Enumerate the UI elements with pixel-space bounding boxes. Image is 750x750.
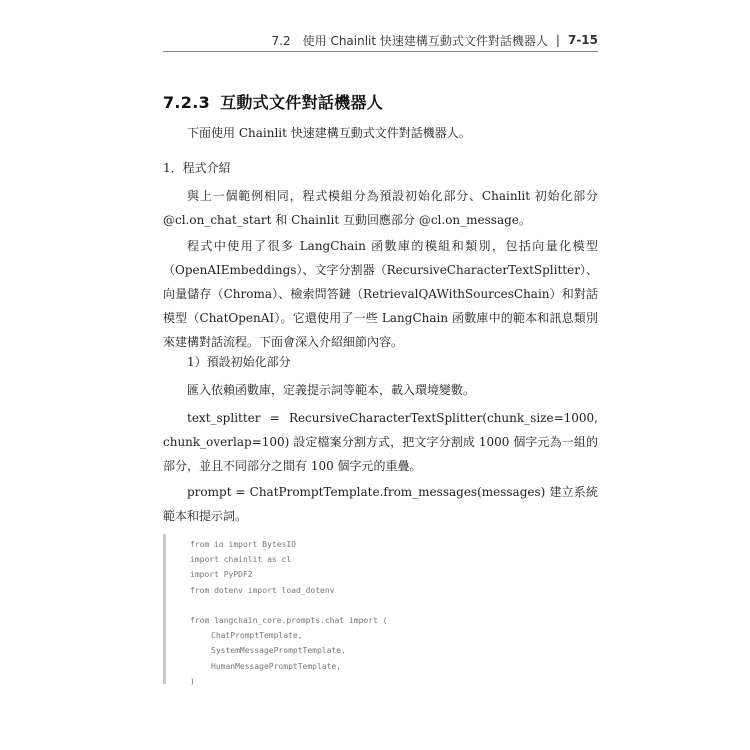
paragraph-text-splitter: text_splitter = RecursiveCharacterTextSplitter(chunk_size=1000, chunk_overlap=100) 設定檔案分割方式，把文字分割成 1000 個字元為一組的部分，並且不同部分之間有 100 個字元的重疊。 [163,411,598,473]
intro-paragraph: 下面使用 Chainlit 快速建構互動式文件對話機器人。 [187,126,471,140]
code-line: from dotenv import load_dotenv [190,585,335,595]
paragraph-langchain: 程式中使用了很多 LangChain 函數庫的模組和類別，包括向量化模型（OpenAIEmbeddings）、文字分割器（RecursiveCharacterTextSplitter）、向量儲存（Chroma）、檢索問答鏈（RetrievalQAWithSourcesChain）和對話模型（ChatOpenAI）。它還使用了一些 LangChain 函數庫中的範本和訊息類別來建構對話流程。下面會深入介紹細節內容。 [163,239,598,349]
code-line: from langchain_core.prompts.chat import ( [190,615,388,625]
paragraph-modules: 與上一個範例相同，程式模組分為預設初始化部分、Chainlit 初始化部分 @cl.on_chat_start 和 Chainlit 互動回應部分 @cl.on_message。 [163,189,598,227]
header-section-title: 7.2 使用 Chainlit 快速建構互動式文件對話機器人 [271,33,548,48]
code-block [163,534,598,684]
code-line: ) [190,676,195,686]
code-line: ChatPromptTemplate, [211,631,303,641]
section-number: 7.2.3 [163,93,211,112]
paragraph-imports: 匯入依賴函數庫，定義提示詞等範本，載入環境變數。 [187,383,476,397]
section-heading [163,90,383,113]
section-title-text: 互動式文件對話機器人 [220,93,384,112]
subheading-default-init: 1）預設初始化部分 [187,355,291,369]
code-line: SystemMessagePromptTemplate, [211,646,346,656]
header-separator: | [555,33,560,47]
code-line: import chainlit as cl [190,555,292,565]
page-number: 7-15 [567,33,598,47]
code-line: import PyPDF2 [190,570,253,580]
code-line-blank [190,598,598,613]
list-item-heading: 1．程式介紹 [163,161,231,175]
code-line: from io import BytesIO [190,540,296,549]
paragraph-prompt: prompt = ChatPromptTemplate.from_messages(messages) 建立系統範本和提示詞。 [163,485,598,523]
code-line: HumanMessagePromptTemplate, [211,661,342,671]
running-header [163,29,598,52]
